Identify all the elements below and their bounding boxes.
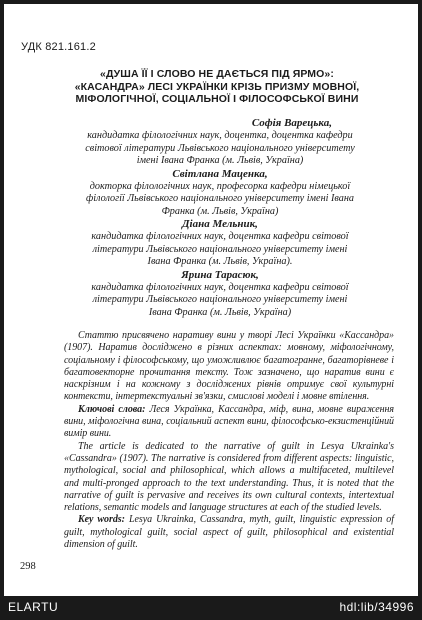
affiliation-line: літератури Львівського національного університету імені xyxy=(92,243,348,255)
abstract-english: The article is dedicated to the narrative of guilt in Lesya Ukrainka's «Cassandra» (1907). The narrative is considered from different aspects: linguistic, mythological, social and philosophical, which allows a multifaceted, multilevel and multi-pronged approach to the text understanding. Thus, it is noted that the narrative of guilt is pervasive and receives its own cultural contexts, intertextual relations, semantic models and language structures at each of the studied levels. xyxy=(64,440,394,514)
affiliation-line: світової літератури Львівського національного університету xyxy=(85,142,355,154)
author-block xyxy=(48,218,392,269)
affiliation-line: кандидатка філологічних наук, доцентка, доцентка кафедри xyxy=(87,130,353,141)
article-title xyxy=(48,68,386,106)
footer-handle: hdl:lib/34996 xyxy=(339,600,414,614)
author-affiliation xyxy=(48,130,392,168)
abstract xyxy=(64,330,394,551)
title-line: «КАСАНДРА» ЛЕСІ УКРАЇНКИ КРІЗЬ ПРИЗМУ МОВНОЇ, xyxy=(74,80,360,93)
keywords-text: Леся Українка, Кассандра, міф, вина, мовне вираження вини, міфологічна вина, соціальний аспект вини, філософсько-екзистенційний вимір вини. xyxy=(64,403,394,440)
affiliation-line: літератури Львівського національного університету імені xyxy=(92,294,348,305)
author-affiliation xyxy=(48,282,392,320)
keywords-english xyxy=(64,514,394,551)
keywords-label: Ключові слова: xyxy=(78,403,146,415)
author-list xyxy=(48,117,392,319)
author-block xyxy=(48,269,392,320)
affiliation-line: кандидатка філологічних наук, доцентка кафедри світової xyxy=(91,231,349,242)
author-name: Ярина Тарасюк, xyxy=(181,268,259,281)
page-number: 298 xyxy=(20,561,36,572)
affiliation-line: докторка філологічних наук, професорка кафедри німецької xyxy=(89,180,351,192)
affiliation-line: імені Івана Франка (м. Львів, Україна) xyxy=(136,155,304,166)
author-affiliation xyxy=(48,181,392,219)
title-line: МІФОЛОГІЧНОЇ, СОЦІАЛЬНОЇ І ФІЛОСОФСЬКОЇ ВИНИ xyxy=(75,93,359,105)
affiliation-line: Івана Франка (м. Львів, Україна) xyxy=(148,306,292,318)
author-affiliation xyxy=(48,231,392,269)
footer-repository-label: ELARTU xyxy=(8,600,59,614)
document-page xyxy=(4,4,418,596)
keywords-ukrainian xyxy=(64,404,394,441)
author-block xyxy=(48,168,392,219)
author-name: Світлана Маценка, xyxy=(172,167,268,180)
author-name: Софія Варецька, xyxy=(251,117,332,129)
affiliation-line: філології Львівського національного університету імені Івана xyxy=(85,193,355,204)
author-block xyxy=(48,117,392,168)
udc-code: УДК 821.161.2 xyxy=(21,41,96,53)
affiliation-line: Івана Франка (м. Львів, Україна). xyxy=(147,256,293,267)
author-name: Діана Мельник, xyxy=(182,218,258,230)
title-line: «ДУША ЇЇ І СЛОВО НЕ ДАЄТЬСЯ ПІД ЯРМО»: xyxy=(100,68,334,80)
abstract-ukrainian: Статтю присвячено наративу вини у творі Лесі Українки «Кассандра» (1907). Наратив досліджено в різних аспектах: мовному, міфологічному, соціальному і філософському, що уможливлює багатогранне, багаторівневе і багатовекторне прочитання тексту. Тож зазначено, що наратив вини є наскрізним і на кожному з досліджених рівнів отримує свої культурні контексти, інтертекстуальні зв'язки, смислові моделі і мовне втілення. xyxy=(64,330,394,403)
affiliation-line: Франка (м. Львів, Україна) xyxy=(161,205,279,217)
affiliation-line: кандидатка філологічних наук, доцентка кафедри світової xyxy=(91,281,349,293)
keywords-label: Key words: xyxy=(78,514,125,526)
keywords-text: Lesya Ukrainka, Cassandra, myth, guilt, linguistic expression of guilt, mythological guilt, social aspect of guilt, philosophical and existential dimension of guilt. xyxy=(64,514,394,551)
